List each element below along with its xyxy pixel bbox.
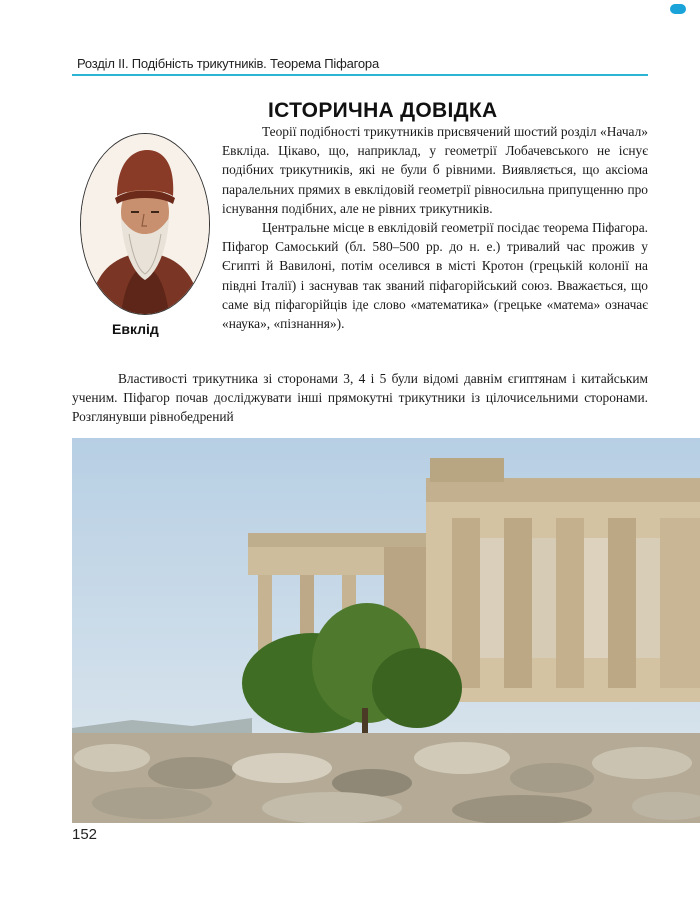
erechtheion-photo (72, 438, 700, 823)
paragraph-triangle-345: Властивості трикутника зі сторонами 3, 4 і 5 були відомі давнім єгиптянам і китайським ученим. Піфагор почав досліджувати інші прямокутні трикутники із цілочисельними сторонами. Розглянувши рівнобедрений (72, 371, 648, 425)
running-header: Розділ ІІ. Подібність трикутників. Теорема Піфагора (77, 56, 379, 71)
section-title: ІСТОРИЧНА ДОВІДКА (268, 99, 498, 122)
history-text-column (222, 122, 648, 333)
paragraph-pythagoras: Центральне місце в евклідовій геометрії посідає теорема Піфагора. Піфагор Самоський (бл. 580–500 рр. до н. е.) тривалий час прожив у Єгипті й Вавилоні, потім оселився в місті Кротон (грецькій колонії на півдні Італії) і заснував так званий піфагорійський союз. Вважається, що саме від піфагорійців іде слово «математика» (грецьке «матема» означає «наука», «пізнання»). (222, 220, 648, 332)
header-divider (72, 74, 648, 76)
euclid-portrait-icon (81, 134, 209, 314)
page-number: 152 (72, 826, 98, 843)
temple-ruins-image (72, 438, 700, 823)
publisher-logo-icon (670, 4, 686, 14)
paragraph-similarity: Теорії подібності трикутників присвячений шостий розділ «Начал» Евкліда. Цікаво, що, наприклад, у геометрії Лобачевського не існує подібних трикутників, які не були б рівними. Виявляється, що аксіома паралельних прямих в евклідовій геометрії рівносильна припущенню про існування подібних, але не рівних трикутників. (222, 124, 648, 216)
portrait-caption: Евклід (112, 321, 159, 337)
euclid-portrait (80, 133, 210, 315)
